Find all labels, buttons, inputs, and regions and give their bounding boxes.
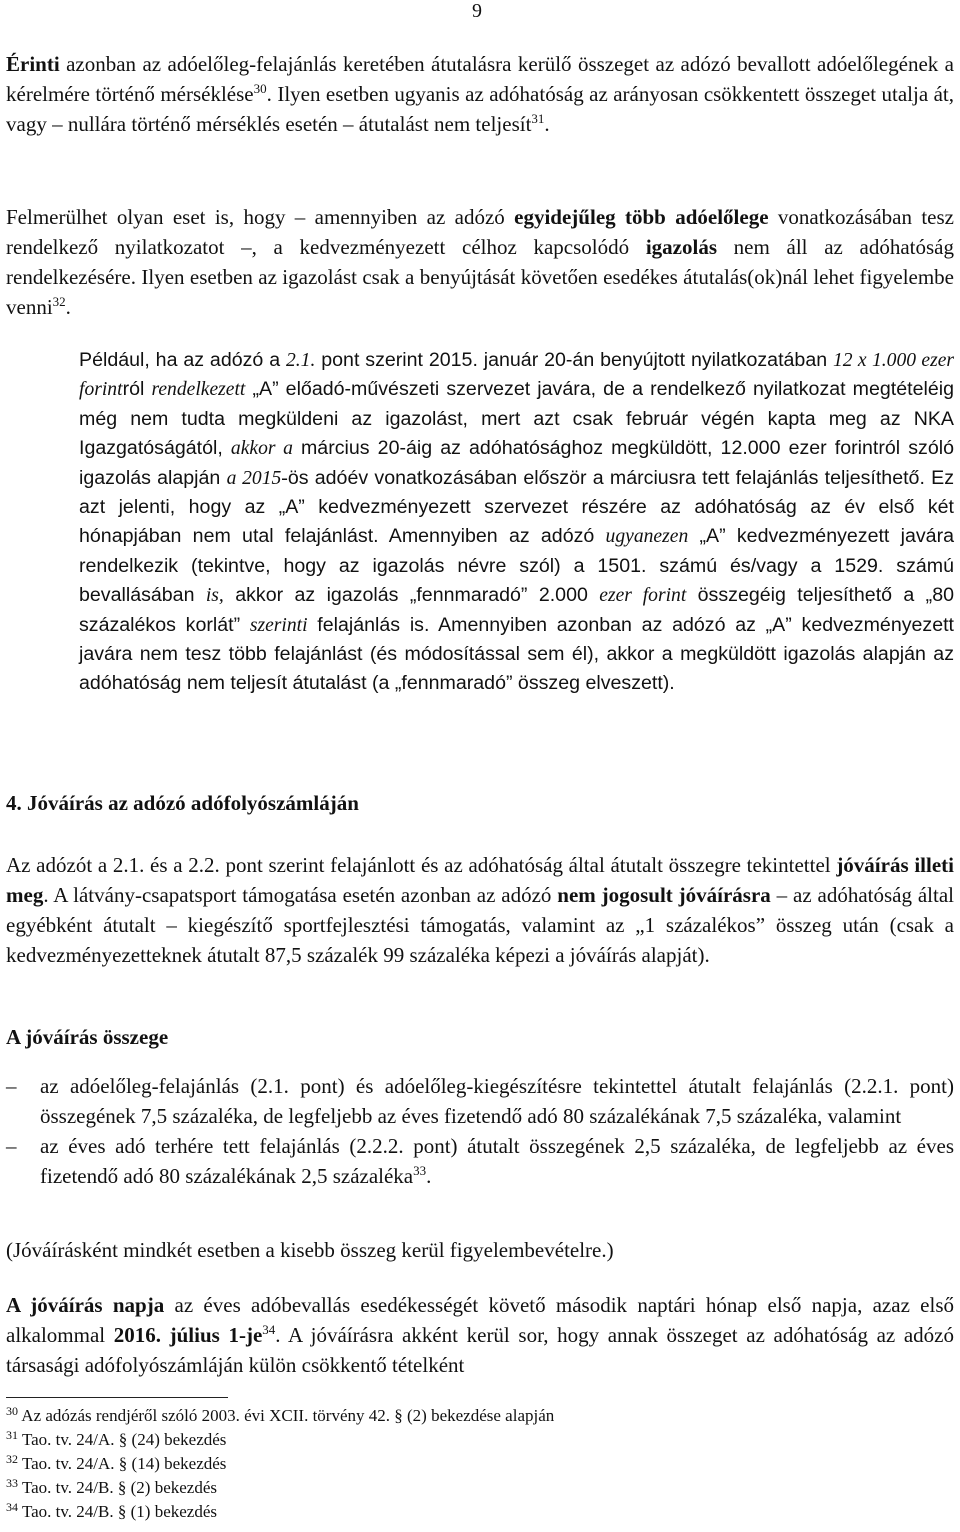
- paragraph-credit-entitlement: Az adózót a 2.1. és a 2.2. pont szerint felajánlott és az adóhatóság által átutalt összegre tekintettel jóváírás illeti meg. A látvány-csapatsport támogatása esetén azonban az adózó nem jogosult jóváírásra – az adóhatóság által egyébként átutalt – kiegészítő sportfejlesztési támogatás, valamint az „1 százalékos” összeg után (csak a kedvezményezetteknek átutalt 87,5 százalék 99 százaléka képezi a jóváírás alapját).: [6, 853, 954, 967]
- paragraph-transfer-reduction: Érinti azonban az adóelőleg-felajánlás keretében átutalásra kerülő összeget az adózó bevallott adóelőlegének a kérelmére történő mérséklése$^{30}$. Ilyen esetben ugyanis az adóhatóság az arányosan csökkentett összeget utalja át, vagy – nullára történő mérséklés esetén – átutalást nem teljesít$^{31}$.: [6, 52, 955, 136]
- credit-amount-list: [6, 1071, 954, 1191]
- dash-bullet: –: [6, 1134, 17, 1158]
- bold-text: igazolás: [645, 235, 717, 259]
- bold-text: egyidejűleg több adóelőlege: [514, 205, 769, 229]
- footnote-divider: [6, 1397, 228, 1398]
- dash-bullet: –: [6, 1074, 17, 1098]
- footnote-ref[interactable]: 34: [262, 1322, 276, 1337]
- footnotes: [6, 1404, 954, 1524]
- paragraph-multiple-advances: Felmerülhet olyan eset is, hogy – amennyiben az adózó egyidejűleg több adóelőlege vonatkozásában tesz rendelkező nyilatkozatot –, a kedvezményezett célhoz kapcsolódó igazolás nem áll az adóhatóság rendelkezésére. Ilyen esetben az igazolást csak a benyújtását követően esedékes átutalás(ok)nál lehet figyelembe venni$^{32}$.: [6, 205, 955, 319]
- subsection-heading: A jóváírás összege: [6, 1025, 169, 1049]
- footnote: $^{33}$ Tao. tv. 24/B. § (2) bekezdés: [6, 1476, 217, 1497]
- footnote-ref[interactable]: 31: [531, 111, 545, 126]
- paragraph-credit-date: A jóváírás napja az éves adóbevallás esedékességét követő második naptári hónap első napja, azaz első alkalommal 2016. július $1-je^{34}$. A jóváírásra akként kerül sor, hogy annak összeget az adóhatóság az adózó társasági adófolyószámláján külön csökkentő tételként: [6, 1293, 955, 1377]
- footnote-ref[interactable]: 33: [413, 1163, 427, 1178]
- paragraph-credit-note: (Jóváírásként mindkét esetben a kisebb összeg kerül figyelembevételre.): [6, 1238, 614, 1262]
- section-heading: 4. Jóváírás az adózó adófolyószámláján: [6, 791, 359, 815]
- bold-text: A jóváírás napja: [6, 1293, 165, 1317]
- page-number: 9: [472, 0, 482, 22]
- footnote-ref[interactable]: 32: [52, 294, 66, 309]
- bold-text: 2016. július 1-je: [113, 1323, 263, 1347]
- footnote: $^{32}$ Tao. tv. 24/A. § (14) bekezdés: [6, 1452, 227, 1473]
- footnote: $^{31}$ Tao. tv. 24/A. § (24) bekezdés: [6, 1428, 227, 1449]
- example-paragraph: Például, ha az adózó a 2.1. pont szerint 2015. január 20-án benyújtott nyilatkozatában 12 x 1.000 ezer forintról rendelkezett „A” előadó-művészeti szervezet javára, de a rendelkező nyilatkozat megtételéig még nem tudta megküldeni az igazolást, mert azt csak február végén kapta meg az NKA Igazgatóságától, akkor a március 20-áig az adóhatósághoz megküldött, 12.000 ezer forintról szóló igazolás alapján a 2015-ös adóév vonatkozásában először a márciusra tett felajánlás teljesíthető. Ez azt jelenti, hogy az „A” kedvezményezett szervezet részére az adóhatóság az év első két hónapjában nem utal felajánlást. Amennyiben az adózó ugyanezen „A” kedvezményezett javára rendelkezik (tekintve, hogy az igazolás névre szól) a 1501. számú és/vagy a 1529. számú bevallásában is, akkor az igazolás „fennmaradó” 2.000 ezer forint összegéig teljesíthető a „80 százalékos korlát” szerinti felajánlás is. Amennyiben azonban az adózó az „A” kedvezményezett javára nem tesz több felajánlást (és módosítással sem él), akkor a megküldött igazolás alapján az adóhatóság nem teljesít átutalást (a „fennmaradó” összeg elveszett).: [79, 349, 955, 695]
- bold-text: jóváírás illeti meg: [6, 853, 954, 907]
- footnote: $^{30}$ Az adózás rendjéről szóló 2003. évi XCII. törvény 42. § (2) bekezdése alapján: [6, 1404, 555, 1425]
- bold-text: nem jogosult jóváírásra: [557, 883, 771, 907]
- bold-text: Érinti: [6, 52, 60, 76]
- footnote-ref[interactable]: 30: [253, 81, 267, 96]
- footnote: $^{34}$ Tao. tv. 24/B. § (1) bekezdés: [6, 1500, 217, 1521]
- list-item: – az adóelőleg-felajánlás (2.1. pont) és adóelőleg-kiegészítésre tekintettel átutalt felajánlás (2.2.1. pont) összegének 7,5 százaléka, de legfeljebb az éves fizetendő adó 80 százalékának 7,5 százaléka, valamint: [6, 1071, 954, 1131]
- list-item: – az éves adó terhére tett felajánlás (2.2.2. pont) átutalt összegének 2,5 százaléka, de legfeljebb az éves fizetendő adó 80 százalékának 2,5 százaléka$^{33}$.: [6, 1131, 954, 1191]
